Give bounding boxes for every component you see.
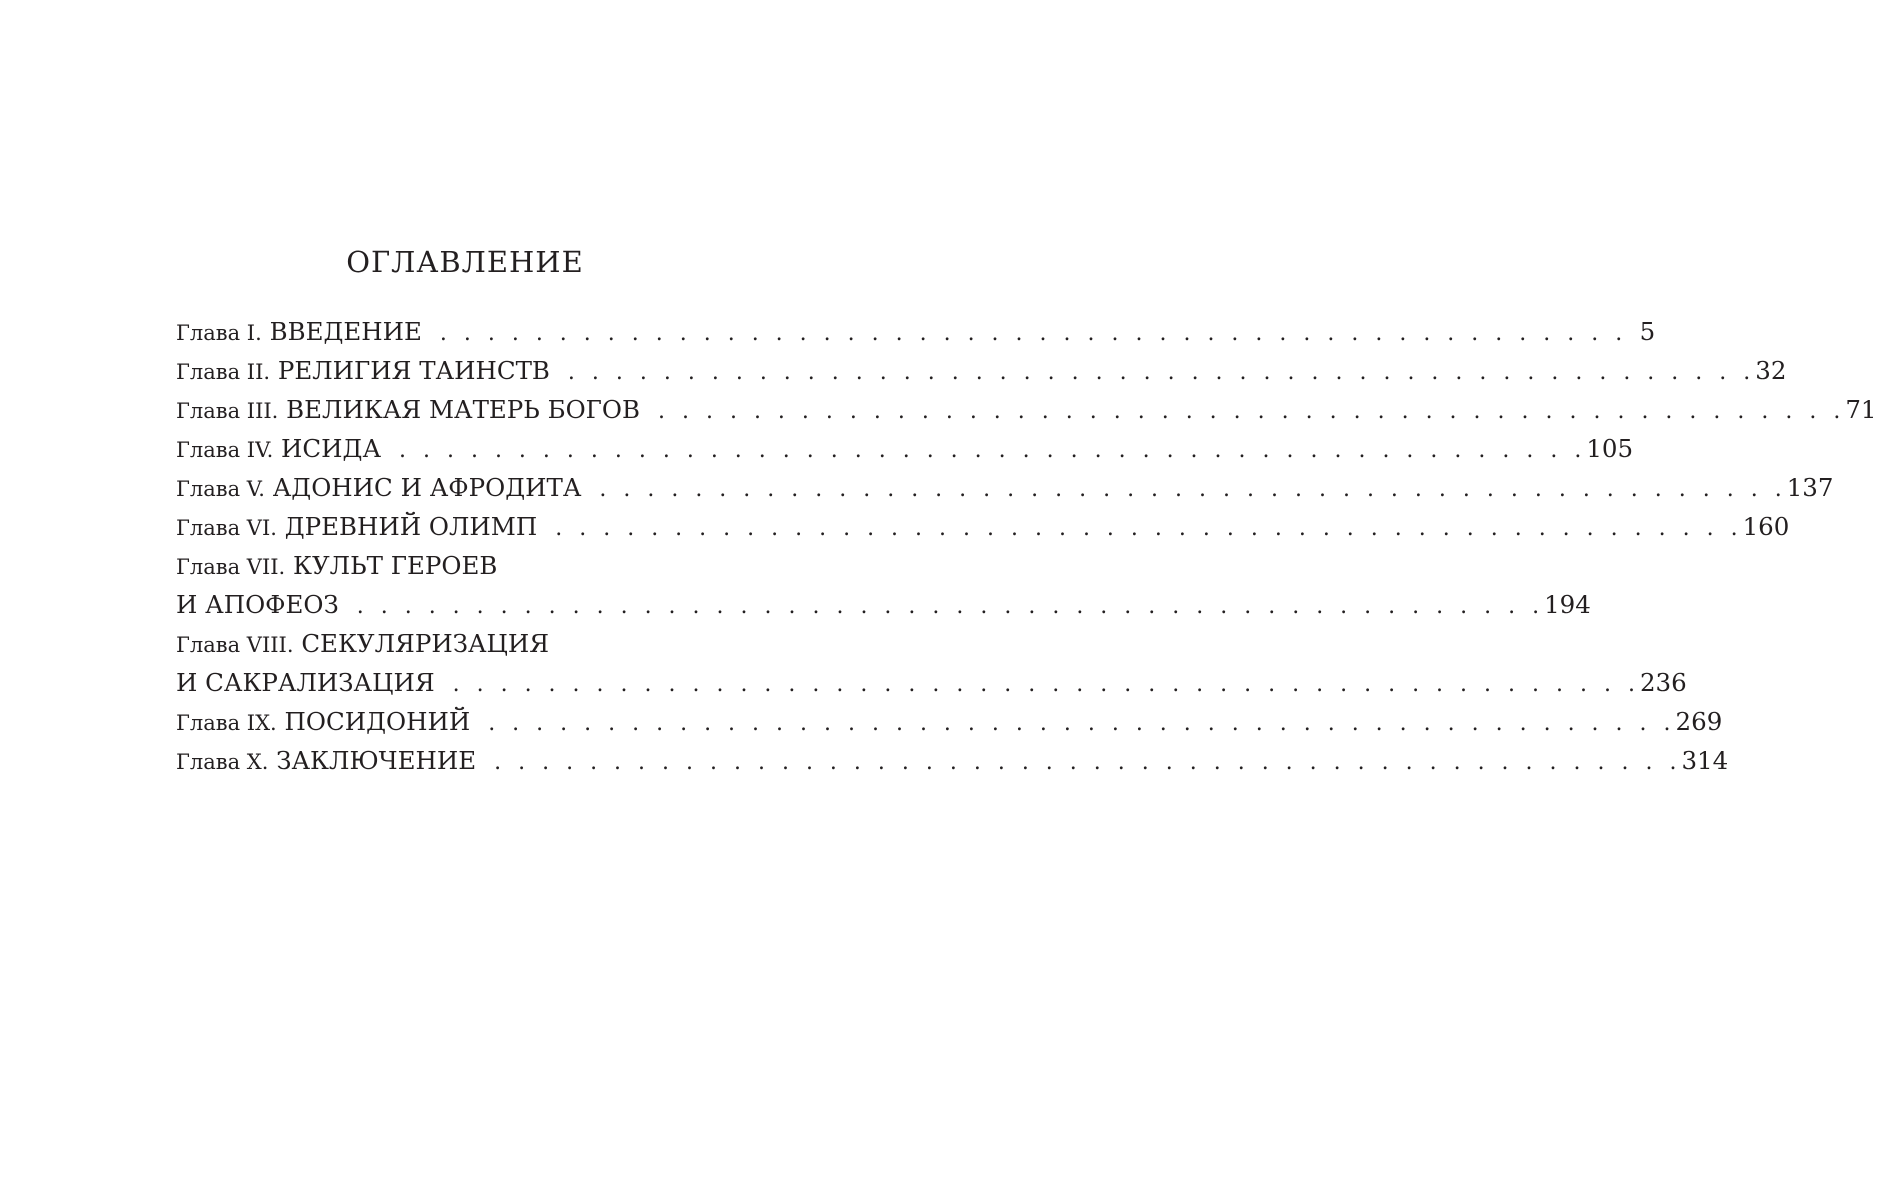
page-number: 5 xyxy=(1639,317,1656,346)
dot-leader: . . . . . . . . . . . . . . . . . . . . . . . . . . . . . . . . . . . . . . . . . . . . . . . . . . xyxy=(494,750,1682,775)
chapter-prefix: Глава II. xyxy=(176,360,271,384)
dot-leader: . . . . . . . . . . . . . . . . . . . . . . . . . . . . . . . . . . . . . . . . . . . . . . . . . . xyxy=(439,321,1628,346)
page-title: ОГЛАВЛЕНИЕ xyxy=(346,245,584,279)
toc-entry xyxy=(176,429,1634,468)
chapter-prefix: Глава IV. xyxy=(176,438,274,462)
chapter-title: ДРЕВНИЙ ОЛИМП xyxy=(284,512,538,541)
toc-entry xyxy=(176,624,736,663)
toc-entry xyxy=(176,468,1834,507)
toc-entry xyxy=(176,702,1723,741)
chapter-title: АДОНИС И АФРОДИТА xyxy=(272,473,582,502)
dot-leader: . . . . . . . . . . . . . . . . . . . . . . . . . . . . . . . . . . . . . . . . . . . . . . . . . . xyxy=(356,594,1545,619)
dot-leader: . . . . . . . . . . . . . . . . . . . . . . . . . . . . . . . . . . . . . . . . . . . . . . . . . . xyxy=(555,516,1743,541)
page-number: 269 xyxy=(1675,707,1723,736)
page-number: 314 xyxy=(1681,746,1729,775)
page-number: 236 xyxy=(1639,668,1687,697)
chapter-title-continuation: И АПОФЕОЗ xyxy=(176,590,339,619)
chapter-title: ЗАКЛЮЧЕНИЕ xyxy=(276,746,477,775)
toc-entry xyxy=(176,546,736,585)
chapter-title: РЕЛИГИЯ ТАИНСТВ xyxy=(277,356,550,385)
table-of-contents xyxy=(176,312,1877,780)
chapter-prefix: Глава VI. xyxy=(176,516,277,540)
page-number: 194 xyxy=(1544,590,1591,619)
toc-entry-continuation xyxy=(176,663,1687,702)
chapter-prefix: Глава VIII. xyxy=(176,633,294,657)
page-number: 32 xyxy=(1755,356,1787,385)
chapter-title: ВЕЛИКАЯ МАТЕРЬ БОГОВ xyxy=(286,395,640,424)
dot-leader: . . . . . . . . . . . . . . . . . . . . . . . . . . . . . . . . . . . . . . . . . . . . . . . . . . xyxy=(567,360,1756,385)
page-number: 160 xyxy=(1742,512,1790,541)
toc-entry-continuation xyxy=(176,585,1591,624)
chapter-title: СЕКУЛЯРИЗАЦИЯ xyxy=(301,629,550,658)
chapter-prefix: Глава IX. xyxy=(176,711,277,735)
chapter-prefix: Глава X. xyxy=(176,750,269,774)
chapter-title: ПОСИДОНИЙ xyxy=(284,707,471,736)
chapter-prefix: Глава V. xyxy=(176,477,265,501)
toc-entry xyxy=(176,741,1729,780)
dot-leader: . . . . . . . . . . . . . . . . . . . . . . . . . . . . . . . . . . . . . . . . . . . . . . . . . . xyxy=(399,438,1587,463)
dot-leader: . . . . . . . . . . . . . . . . . . . . . . . . . . . . . . . . . . . . . . . . . . . . . . . . . . xyxy=(488,711,1676,736)
toc-entry xyxy=(176,507,1790,546)
toc-entry xyxy=(176,351,1787,390)
toc-entry xyxy=(176,312,1656,351)
page-number: 137 xyxy=(1786,473,1834,502)
chapter-prefix: Глава I. xyxy=(176,321,262,345)
chapter-prefix: Глава III. xyxy=(176,399,279,423)
chapter-title: ИСИДА xyxy=(281,434,381,463)
page-number: 71 xyxy=(1845,395,1877,424)
chapter-prefix: Глава VII. xyxy=(176,555,286,579)
toc-entry xyxy=(176,390,1877,429)
chapter-title-continuation: И САКРАЛИЗАЦИЯ xyxy=(176,668,435,697)
dot-leader: . . . . . . . . . . . . . . . . . . . . . . . . . . . . . . . . . . . . . . . . . . . . . . . . . . xyxy=(599,477,1787,502)
page-number: 105 xyxy=(1586,434,1634,463)
chapter-title: ВВЕДЕНИЕ xyxy=(269,317,422,346)
dot-leader: . . . . . . . . . . . . . . . . . . . . . . . . . . . . . . . . . . . . . . . . . . . . . . . . . . xyxy=(658,399,1846,424)
chapter-title: КУЛЬТ ГЕРОЕВ xyxy=(293,551,498,580)
dot-leader: . . . . . . . . . . . . . . . . . . . . . . . . . . . . . . . . . . . . . . . . . . . . . . . . . . xyxy=(452,672,1640,697)
